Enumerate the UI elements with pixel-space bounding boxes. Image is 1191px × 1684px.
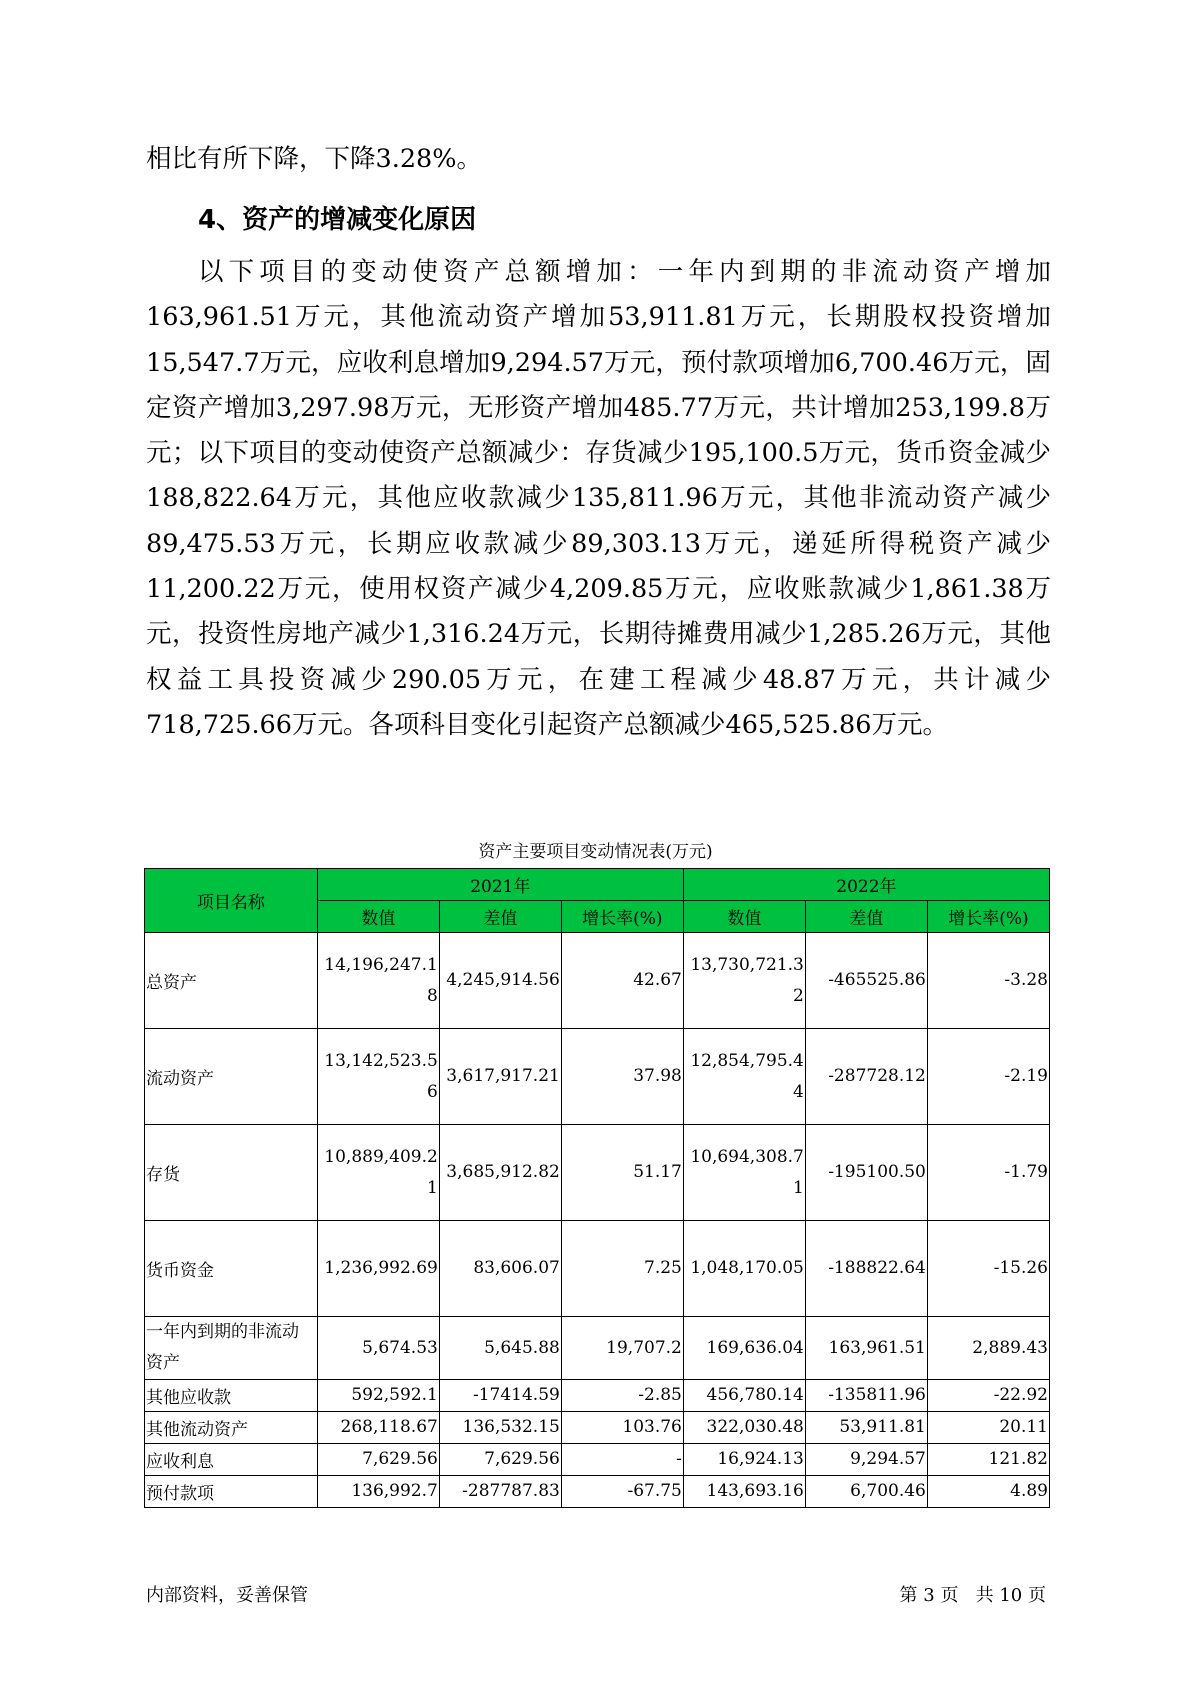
cell-growth-2022: -15.26	[927, 1221, 1049, 1317]
cell-value-2022: 456,780.14	[683, 1380, 805, 1412]
cell-value-2022: 169,636.04	[683, 1317, 805, 1380]
cell-diff-2021: 5,645.88	[439, 1317, 561, 1380]
cell-growth-2021: -2.85	[561, 1380, 683, 1412]
table-row	[145, 1029, 1050, 1125]
row-name: 流动资产	[145, 1029, 318, 1125]
cell-value-2021: 14,196,247.18	[317, 933, 439, 1029]
header-diff-2021: 差值	[439, 901, 561, 933]
cell-diff-2021: 3,617,917.21	[439, 1029, 561, 1125]
header-year-2021: 2021年	[317, 869, 683, 901]
table-row	[145, 1125, 1050, 1221]
cell-growth-2022: 20.11	[927, 1412, 1049, 1444]
row-name: 总资产	[145, 933, 318, 1029]
cell-value-2022: 12,854,795.44	[683, 1029, 805, 1125]
header-growth-2021: 增长率(%)	[561, 901, 683, 933]
table-row	[145, 933, 1050, 1029]
row-name: 预付款项	[145, 1476, 318, 1508]
cell-diff-2021: -287787.83	[439, 1476, 561, 1508]
footer-confidential-note: 内部资料，妥善保管	[146, 1585, 308, 1606]
cell-growth-2022: -3.28	[927, 933, 1049, 1029]
cell-diff-2022: -195100.50	[805, 1125, 927, 1221]
table-caption: 资产主要项目变动情况表(万元)	[478, 842, 713, 862]
cell-value-2021: 1,236,992.69	[317, 1221, 439, 1317]
cell-diff-2021: 3,685,912.82	[439, 1125, 561, 1221]
cell-diff-2021: 7,629.56	[439, 1444, 561, 1476]
intro-text	[146, 137, 1051, 182]
header-year-2022: 2022年	[683, 869, 1049, 901]
cell-diff-2021: 4,245,914.56	[439, 933, 561, 1029]
table-row	[145, 1476, 1050, 1508]
cell-diff-2022: 163,961.51	[805, 1317, 927, 1380]
cell-growth-2022: -22.92	[927, 1380, 1049, 1412]
header-value-2021: 数值	[317, 901, 439, 933]
cell-value-2022: 16,924.13	[683, 1444, 805, 1476]
row-name: 应收利息	[145, 1444, 318, 1476]
cell-diff-2022: 53,911.81	[805, 1412, 927, 1444]
cell-diff-2021: 83,606.07	[439, 1221, 561, 1317]
cell-growth-2021: 19,707.2	[561, 1317, 683, 1380]
cell-growth-2022: 4.89	[927, 1476, 1049, 1508]
table-row	[145, 1380, 1050, 1412]
header-diff-2022: 差值	[805, 901, 927, 933]
cell-diff-2022: -188822.64	[805, 1221, 927, 1317]
cell-value-2022: 1,048,170.05	[683, 1221, 805, 1317]
cell-diff-2021: 136,532.15	[439, 1412, 561, 1444]
section-heading: 4、资产的增减变化原因	[198, 205, 477, 235]
asset-change-table	[144, 868, 1050, 1508]
header-value-2022: 数值	[683, 901, 805, 933]
cell-growth-2021: 51.17	[561, 1125, 683, 1221]
table-row	[145, 1221, 1050, 1317]
cell-value-2022: 143,693.16	[683, 1476, 805, 1508]
header-growth-2022: 增长率(%)	[927, 901, 1049, 933]
cell-growth-2021: 37.98	[561, 1029, 683, 1125]
cell-diff-2022: -135811.96	[805, 1380, 927, 1412]
cell-value-2021: 268,118.67	[317, 1412, 439, 1444]
footer-page-indicator	[900, 1581, 1046, 1607]
cell-diff-2022: -465525.86	[805, 933, 927, 1029]
intro-line: 相比有所下降，下降3.28%。	[146, 144, 483, 174]
row-name: 货币资金	[145, 1221, 318, 1317]
cell-value-2021: 136,992.7	[317, 1476, 439, 1508]
row-name: 存货	[145, 1125, 318, 1221]
cell-diff-2021: -17414.59	[439, 1380, 561, 1412]
cell-value-2021: 7,629.56	[317, 1444, 439, 1476]
cell-growth-2022: -1.79	[927, 1125, 1049, 1221]
cell-value-2021: 592,592.1	[317, 1380, 439, 1412]
cell-diff-2022: 6,700.46	[805, 1476, 927, 1508]
page-prefix: 第	[899, 1585, 918, 1606]
cell-growth-2021: 103.76	[561, 1412, 683, 1444]
cell-value-2022: 322,030.48	[683, 1412, 805, 1444]
body-text	[146, 250, 1051, 748]
cell-growth-2022: 121.82	[927, 1444, 1049, 1476]
cell-growth-2022: 2,889.43	[927, 1317, 1049, 1380]
header-item-name: 项目名称	[145, 869, 318, 933]
cell-growth-2021: 42.67	[561, 933, 683, 1029]
total-unit: 页	[1028, 1585, 1046, 1606]
table-row	[145, 1317, 1050, 1380]
cell-value-2022: 13,730,721.32	[683, 933, 805, 1029]
cell-value-2021: 10,889,409.21	[317, 1125, 439, 1221]
page-number: 3	[923, 1585, 935, 1606]
table-row	[145, 1444, 1050, 1476]
table-row	[145, 1412, 1050, 1444]
cell-value-2022: 10,694,308.71	[683, 1125, 805, 1221]
cell-diff-2022: -287728.12	[805, 1029, 927, 1125]
total-prefix: 共	[975, 1585, 994, 1606]
cell-value-2021: 5,674.53	[317, 1317, 439, 1380]
cell-growth-2021: -	[561, 1444, 683, 1476]
page-unit: 页	[940, 1585, 959, 1606]
cell-growth-2021: 7.25	[561, 1221, 683, 1317]
cell-diff-2022: 9,294.57	[805, 1444, 927, 1476]
row-name: 一年内到期的非流动资产	[145, 1317, 318, 1380]
total-pages: 10	[999, 1585, 1023, 1606]
row-name: 其他应收款	[145, 1380, 318, 1412]
cell-growth-2022: -2.19	[927, 1029, 1049, 1125]
cell-growth-2021: -67.75	[561, 1476, 683, 1508]
body-paragraph: 以下项目的变动使资产总额增加：一年内到期的非流动资产增加163,961.51万元，其他流动资产增加53,911.81万元，长期股权投资增加15,547.7万元，应收利息增加9,294.57万元，预付款项增加6,700.46万元，固定资产增加3,297.98万元，无形资产增加485.77万元，共计增加253,199.8万元；以下项目的变动使资产总额减少：存货减少195,100.5万元，货币资金减少188,822.64万元，其他应收款减少135,811.96万元，其他非流动资产减少89,475.53万元，长期应收款减少89,303.13万元，递延所得税资产减少11,200.22万元，使用权资产减少4,209.85万元，应收账款减少1,861.38万元，投资性房地产减少1,316.24万元，长期待摊费用减少1,285.26万元，其他权益工具投资减少290.05万元，在建工程减少48.87万元，共计减少718,725.66万元。各项科目变化引起资产总额减少465,525.86万元。	[146, 257, 1051, 740]
row-name: 其他流动资产	[145, 1412, 318, 1444]
cell-value-2021: 13,142,523.56	[317, 1029, 439, 1125]
